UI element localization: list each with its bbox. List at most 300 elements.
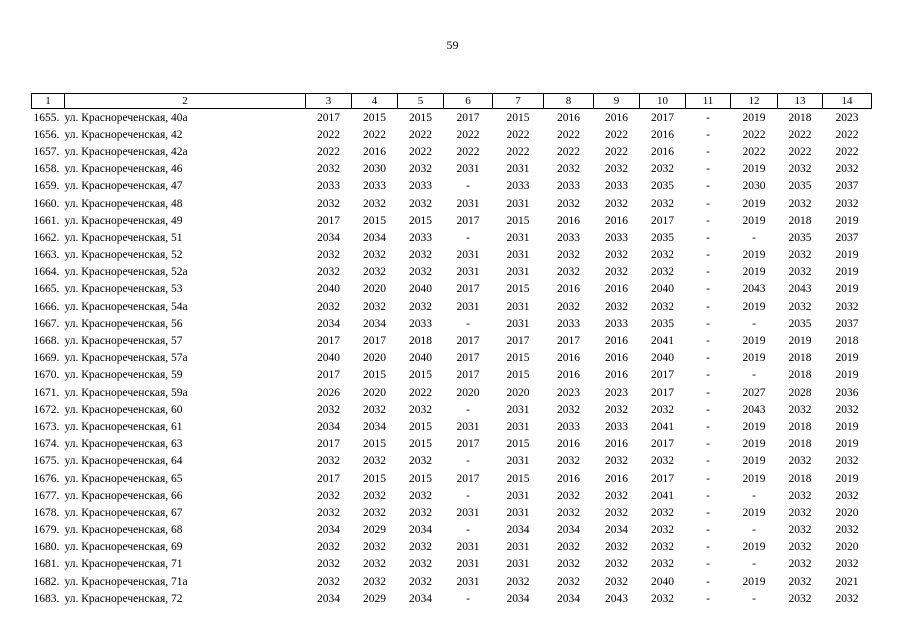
year-cell: 2032 <box>317 197 340 210</box>
year-cell: 2018 <box>788 420 812 433</box>
year-cell: 2031 <box>456 300 480 313</box>
year-cell: 2016 <box>557 283 580 296</box>
year-cell: 2030 <box>742 180 766 193</box>
year-cell: 2017 <box>651 111 674 124</box>
year-cell: 2031 <box>456 163 480 176</box>
year-cell: 2016 <box>605 335 628 348</box>
row-number: 1662. <box>33 231 60 244</box>
row-number: 1658. <box>33 163 60 176</box>
year-cell: 2032 <box>788 249 812 262</box>
table-row <box>32 143 872 160</box>
year-cell: 2033 <box>363 180 386 193</box>
row-number: 1657. <box>33 145 60 158</box>
year-cell: 2015 <box>363 111 386 124</box>
year-cell: 2032 <box>557 575 580 588</box>
year-cell: 2032 <box>788 541 812 554</box>
table-row <box>32 504 872 521</box>
row-number: 1663. <box>33 249 60 262</box>
year-cell: 2034 <box>317 524 340 537</box>
year-cell: - <box>706 352 710 365</box>
year-cell: - <box>706 145 710 158</box>
year-cell: 2040 <box>317 352 340 365</box>
year-cell: 2032 <box>605 197 628 210</box>
year-cell: 2040 <box>651 283 674 296</box>
year-cell: 2028 <box>788 386 812 399</box>
year-cell: 2017 <box>557 335 580 348</box>
year-cell: 2015 <box>409 420 432 433</box>
year-cell: 2032 <box>835 558 859 571</box>
year-cell: 2034 <box>363 420 386 433</box>
year-cell: 2018 <box>788 438 812 451</box>
year-cell: 2032 <box>835 300 859 313</box>
address-cell: ул. Красноречeнская, 48 <box>64 197 183 210</box>
year-cell: 2015 <box>506 111 530 124</box>
header-cell: 7 <box>493 94 544 109</box>
year-cell: 2037 <box>835 180 859 193</box>
year-cell: 2022 <box>742 145 766 158</box>
table-row <box>32 436 872 453</box>
table-header-row <box>32 94 872 109</box>
row-number: 1672. <box>33 403 60 416</box>
year-cell: - <box>706 214 710 227</box>
year-cell: 2032 <box>651 197 674 210</box>
table-row <box>32 367 872 384</box>
year-cell: - <box>752 231 756 244</box>
year-cell: - <box>706 386 710 399</box>
year-cell: 2016 <box>557 438 580 451</box>
year-cell: 2022 <box>456 128 480 141</box>
year-cell: - <box>706 524 710 537</box>
year-cell: 2043 <box>788 283 812 296</box>
year-cell: 2032 <box>605 300 628 313</box>
year-cell: 2032 <box>363 489 386 502</box>
year-cell: 2032 <box>363 266 386 279</box>
year-cell: 2034 <box>506 592 530 605</box>
row-number: 1676. <box>33 472 60 485</box>
year-cell: 2029 <box>363 592 386 605</box>
year-cell: 2031 <box>506 489 530 502</box>
table-row <box>32 401 872 418</box>
year-cell: 2032 <box>317 300 340 313</box>
year-cell: 2035 <box>651 231 674 244</box>
year-cell: 2016 <box>605 369 628 382</box>
header-cell: 2 <box>65 94 306 109</box>
year-cell: 2019 <box>742 472 766 485</box>
year-cell: 2017 <box>456 438 480 451</box>
year-cell: 2032 <box>317 575 340 588</box>
address-cell: ул. Красноречeнская, 56 <box>64 317 183 330</box>
year-cell: 2040 <box>317 283 340 296</box>
year-cell: - <box>706 231 710 244</box>
year-cell: 2020 <box>506 386 530 399</box>
row-number: 1674. <box>33 438 60 451</box>
year-cell: 2033 <box>317 180 340 193</box>
year-cell: - <box>706 592 710 605</box>
year-cell: 2016 <box>605 352 628 365</box>
year-cell: - <box>466 455 470 468</box>
year-cell: 2032 <box>605 541 628 554</box>
year-cell: 2033 <box>557 420 580 433</box>
year-cell: 2032 <box>557 300 580 313</box>
year-cell: 2019 <box>742 506 766 519</box>
year-cell: 2032 <box>317 249 340 262</box>
year-cell: 2017 <box>317 111 340 124</box>
year-cell: 2019 <box>742 249 766 262</box>
year-cell: 2016 <box>557 352 580 365</box>
year-cell: 2031 <box>456 266 480 279</box>
year-cell: 2031 <box>506 163 530 176</box>
year-cell: 2017 <box>456 369 480 382</box>
year-cell: 2032 <box>317 455 340 468</box>
address-cell: ул. Красноречeнская, 49 <box>64 214 183 227</box>
year-cell: 2031 <box>506 266 530 279</box>
year-cell: 2032 <box>788 403 812 416</box>
year-cell: 2031 <box>456 197 480 210</box>
year-cell: 2015 <box>506 283 530 296</box>
year-cell: 2032 <box>788 300 812 313</box>
address-cell: ул. Красноречeнская, 52 <box>64 249 183 262</box>
year-cell: 2034 <box>363 317 386 330</box>
year-cell: 2016 <box>605 111 628 124</box>
year-cell: 2033 <box>605 180 628 193</box>
year-cell: 2031 <box>506 420 530 433</box>
table-row <box>32 161 872 178</box>
address-cell: ул. Красноречeнская, 46 <box>64 163 183 176</box>
year-cell: 2015 <box>363 438 386 451</box>
year-cell: 2043 <box>742 283 766 296</box>
year-cell: 2032 <box>835 163 859 176</box>
address-cell: ул. Красноречeнская, 59 <box>64 369 183 382</box>
year-cell: 2040 <box>409 283 432 296</box>
year-cell: - <box>466 592 470 605</box>
year-cell: - <box>466 489 470 502</box>
year-cell: - <box>706 455 710 468</box>
year-cell: 2016 <box>651 128 674 141</box>
year-cell: 2032 <box>651 163 674 176</box>
year-cell: 2032 <box>409 249 432 262</box>
year-cell: 2032 <box>788 489 812 502</box>
year-cell: 2022 <box>506 145 530 158</box>
year-cell: - <box>706 300 710 313</box>
table-row <box>32 522 872 539</box>
year-cell: 2022 <box>409 128 432 141</box>
year-cell: 2019 <box>835 214 859 227</box>
address-cell: ул. Красноречeнская, 57а <box>64 352 188 365</box>
year-cell: 2032 <box>363 249 386 262</box>
address-cell: ул. Красноречeнская, 61 <box>64 420 183 433</box>
header-cell: 13 <box>778 94 823 109</box>
row-number: 1665. <box>33 283 60 296</box>
year-cell: 2040 <box>409 352 432 365</box>
year-cell: 2031 <box>506 300 530 313</box>
year-cell: - <box>706 335 710 348</box>
year-cell: 2017 <box>651 472 674 485</box>
year-cell: 2032 <box>835 197 859 210</box>
year-cell: 2035 <box>651 180 674 193</box>
header-cell: 11 <box>686 94 731 109</box>
year-cell: - <box>706 420 710 433</box>
year-cell: - <box>706 283 710 296</box>
year-cell: 2017 <box>651 369 674 382</box>
year-cell: 2022 <box>363 128 386 141</box>
year-cell: 2030 <box>363 163 386 176</box>
table-row <box>32 281 872 298</box>
year-cell: 2019 <box>835 369 859 382</box>
year-cell: 2018 <box>788 111 812 124</box>
year-cell: 2017 <box>456 472 480 485</box>
header-cell: 12 <box>731 94 778 109</box>
year-cell: 2018 <box>835 335 859 348</box>
year-cell: 2032 <box>363 541 386 554</box>
year-cell: 2017 <box>456 283 480 296</box>
row-number: 1667. <box>33 317 60 330</box>
data-table <box>31 93 872 607</box>
year-cell: 2017 <box>317 438 340 451</box>
year-cell: 2032 <box>605 506 628 519</box>
year-cell: 2031 <box>506 541 530 554</box>
year-cell: 2033 <box>605 231 628 244</box>
year-cell: 2043 <box>742 403 766 416</box>
address-cell: ул. Красноречeнская, 66 <box>64 489 183 502</box>
table-row <box>32 315 872 332</box>
table-row <box>32 298 872 315</box>
year-cell: 2032 <box>788 506 812 519</box>
year-cell: 2022 <box>788 128 812 141</box>
year-cell: 2032 <box>651 249 674 262</box>
year-cell: 2032 <box>557 541 580 554</box>
year-cell: 2018 <box>788 214 812 227</box>
address-cell: ул. Красноречeнская, 42 <box>64 128 183 141</box>
year-cell: 2032 <box>409 266 432 279</box>
table-row <box>32 350 872 367</box>
year-cell: 2032 <box>605 266 628 279</box>
year-cell: 2015 <box>506 352 530 365</box>
year-cell: 2022 <box>605 145 628 158</box>
year-cell: 2022 <box>317 145 340 158</box>
address-cell: ул. Красноречeнская, 64 <box>64 455 183 468</box>
year-cell: 2032 <box>605 249 628 262</box>
year-cell: 2019 <box>742 197 766 210</box>
table-row <box>32 470 872 487</box>
year-cell: 2035 <box>788 231 812 244</box>
table-row <box>32 212 872 229</box>
year-cell: 2016 <box>651 145 674 158</box>
year-cell: 2034 <box>363 231 386 244</box>
year-cell: 2032 <box>363 455 386 468</box>
year-cell: 2032 <box>557 558 580 571</box>
year-cell: 2017 <box>456 111 480 124</box>
year-cell: 2019 <box>742 300 766 313</box>
year-cell: 2032 <box>605 163 628 176</box>
year-cell: - <box>706 558 710 571</box>
year-cell: 2017 <box>651 438 674 451</box>
year-cell: - <box>466 231 470 244</box>
year-cell: 2017 <box>363 335 386 348</box>
year-cell: 2015 <box>363 369 386 382</box>
year-cell: 2040 <box>651 352 674 365</box>
year-cell: 2034 <box>557 592 580 605</box>
year-cell: 2032 <box>317 506 340 519</box>
year-cell: 2032 <box>788 163 812 176</box>
table-row <box>32 590 872 607</box>
year-cell: 2019 <box>742 214 766 227</box>
address-cell: ул. Красноречeнская, 42а <box>64 145 188 158</box>
year-cell: - <box>706 438 710 451</box>
address-cell: ул. Красноречeнская, 59а <box>64 386 188 399</box>
year-cell: 2017 <box>456 214 480 227</box>
table-row <box>32 332 872 349</box>
year-cell: 2031 <box>456 506 480 519</box>
table-row <box>32 178 872 195</box>
year-cell: 2031 <box>506 197 530 210</box>
year-cell: 2019 <box>742 335 766 348</box>
row-number: 1656. <box>33 128 60 141</box>
year-cell: - <box>706 128 710 141</box>
row-number: 1666. <box>33 300 60 313</box>
year-cell: 2019 <box>835 249 859 262</box>
year-cell: 2040 <box>651 575 674 588</box>
year-cell: 2022 <box>742 128 766 141</box>
year-cell: 2032 <box>835 455 859 468</box>
address-cell: ул. Красноречeнская, 65 <box>64 472 183 485</box>
year-cell: 2032 <box>317 541 340 554</box>
year-cell: 2015 <box>409 472 432 485</box>
year-cell: - <box>706 111 710 124</box>
year-cell: 2033 <box>557 317 580 330</box>
year-cell: 2034 <box>506 524 530 537</box>
year-cell: 2015 <box>506 214 530 227</box>
year-cell: 2034 <box>605 524 628 537</box>
address-cell: ул. Красноречeнская, 60 <box>64 403 183 416</box>
row-number: 1660. <box>33 197 60 210</box>
year-cell: 2032 <box>651 592 674 605</box>
year-cell: 2017 <box>651 214 674 227</box>
year-cell: 2033 <box>409 180 432 193</box>
year-cell: 2032 <box>651 506 674 519</box>
year-cell: - <box>706 197 710 210</box>
year-cell: - <box>706 403 710 416</box>
year-cell: 2034 <box>557 524 580 537</box>
year-cell: 2032 <box>317 266 340 279</box>
year-cell: 2016 <box>605 472 628 485</box>
year-cell: 2032 <box>651 524 674 537</box>
year-cell: 2031 <box>506 317 530 330</box>
year-cell: 2018 <box>788 352 812 365</box>
year-cell: 2032 <box>605 455 628 468</box>
header-cell: 4 <box>352 94 398 109</box>
row-number: 1659. <box>33 180 60 193</box>
year-cell: 2019 <box>742 455 766 468</box>
year-cell: - <box>706 369 710 382</box>
header-cell: 8 <box>544 94 594 109</box>
header-cell: 14 <box>823 94 872 109</box>
header-cell: 9 <box>594 94 640 109</box>
year-cell: 2032 <box>835 489 859 502</box>
header-cell: 1 <box>32 94 65 109</box>
year-cell: 2017 <box>317 369 340 382</box>
year-cell: 2031 <box>456 249 480 262</box>
year-cell: 2015 <box>409 214 432 227</box>
year-cell: 2032 <box>409 575 432 588</box>
year-cell: 2034 <box>409 524 432 537</box>
year-cell: 2019 <box>835 438 859 451</box>
year-cell: 2032 <box>409 455 432 468</box>
address-cell: ул. Красноречeнская, 72 <box>64 592 183 605</box>
row-number: 1673. <box>33 420 60 433</box>
year-cell: 2033 <box>557 231 580 244</box>
year-cell: 2027 <box>742 386 766 399</box>
row-number: 1668. <box>33 335 60 348</box>
year-cell: 2031 <box>456 541 480 554</box>
year-cell: 2033 <box>506 180 530 193</box>
year-cell: 2019 <box>835 352 859 365</box>
row-number: 1677. <box>33 489 60 502</box>
year-cell: 2019 <box>742 575 766 588</box>
year-cell: 2031 <box>456 420 480 433</box>
year-cell: 2023 <box>557 386 580 399</box>
year-cell: 2016 <box>363 145 386 158</box>
address-cell: ул. Красноречeнская, 63 <box>64 438 183 451</box>
year-cell: 2032 <box>557 266 580 279</box>
header-cell: 3 <box>306 94 352 109</box>
row-number: 1664. <box>33 266 60 279</box>
year-cell: 2015 <box>363 472 386 485</box>
row-number: 1683. <box>33 592 60 605</box>
row-number: 1679. <box>33 524 60 537</box>
year-cell: 2032 <box>605 489 628 502</box>
table-row <box>32 418 872 435</box>
address-cell: ул. Красноречeнская, 51 <box>64 231 183 244</box>
address-cell: ул. Красноречeнская, 67 <box>64 506 183 519</box>
year-cell: - <box>752 369 756 382</box>
year-cell: 2032 <box>788 524 812 537</box>
year-cell: 2032 <box>788 266 812 279</box>
year-cell: 2032 <box>557 403 580 416</box>
table-row <box>32 453 872 470</box>
year-cell: 2032 <box>605 403 628 416</box>
year-cell: 2019 <box>835 266 859 279</box>
year-cell: 2016 <box>605 214 628 227</box>
year-cell: 2019 <box>742 111 766 124</box>
table-row <box>32 384 872 401</box>
table-row <box>32 247 872 264</box>
year-cell: - <box>466 403 470 416</box>
year-cell: 2017 <box>317 214 340 227</box>
year-cell: 2023 <box>605 386 628 399</box>
year-cell: 2032 <box>651 455 674 468</box>
address-cell: ул. Красноречeнская, 68 <box>64 524 183 537</box>
year-cell: - <box>752 592 756 605</box>
year-cell: 2019 <box>788 335 812 348</box>
year-cell: 2037 <box>835 231 859 244</box>
year-cell: 2022 <box>557 128 580 141</box>
year-cell: 2020 <box>363 386 386 399</box>
year-cell: - <box>706 541 710 554</box>
year-cell: 2032 <box>363 558 386 571</box>
year-cell: 2032 <box>409 197 432 210</box>
year-cell: 2023 <box>835 111 859 124</box>
year-cell: 2016 <box>605 438 628 451</box>
year-cell: 2026 <box>317 386 340 399</box>
year-cell: 2032 <box>409 541 432 554</box>
table-row <box>32 109 872 127</box>
row-number: 1655. <box>33 111 60 124</box>
year-cell: 2032 <box>506 575 530 588</box>
year-cell: 2022 <box>317 128 340 141</box>
address-cell: ул. Красноречeнская, 47 <box>64 180 183 193</box>
page-number: 59 <box>446 38 459 52</box>
address-cell: ул. Красноречeнская, 40а <box>64 111 188 124</box>
